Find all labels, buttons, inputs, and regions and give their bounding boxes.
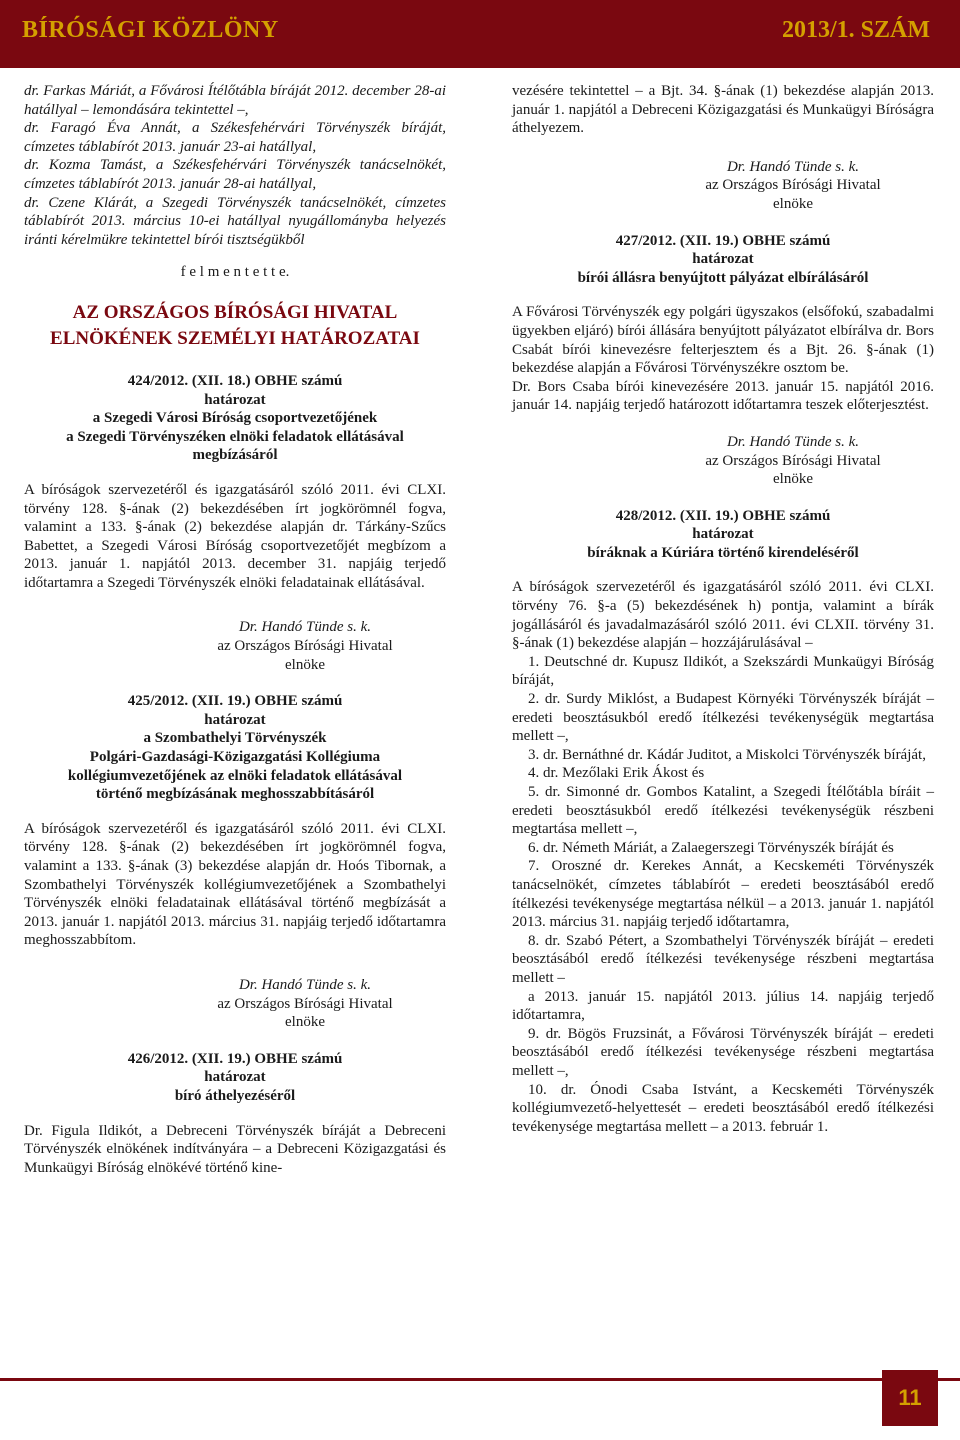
signature-name: Dr. Handó Tünde s. k. <box>726 433 860 450</box>
decision-number: 427/2012. (XII. 19.) OBHE számú <box>615 232 831 249</box>
decision-body: A bíróságok szervezetéről és igazgatásáról szóló 2011. évi CLXI. törvény 76. §-a (5) bekezdésének h) pontja, valamint a bírák jogállásáról és javadalmazásáról szóló 2011. évi CLXII. törvény 31. §-ának (1) bekezdése alapján – hozzájárulásával – <box>512 579 934 652</box>
decision-title: bíráknak a Kúriára történő kirendeléséről <box>587 544 859 561</box>
decision-body: A bíróságok szervezetéről és igazgatásáról szóló 2011. évi CLXI. törvény 128. §-ának (2) bekezdésében írt jogkörömnél fogva, valamint a 133. §-ának (3) bekezdése alapján dr. Hoós Tibornak, a Szombathelyi Törvényszék kollégiumvezetőjének a Szombathelyi Törvényszék elnöki feladatainak ellátásával történő megbízását a 2013. január 1. napjától 2013. március 31. napjáig terjedő időtartamra meghosszabbítom. <box>24 820 446 949</box>
footer-rule <box>0 1378 960 1381</box>
decision-424 <box>24 372 446 674</box>
page-footer <box>0 1370 960 1440</box>
signature-role: elnöke <box>773 195 813 212</box>
signature-office: az Országos Bírósági Hivatal <box>705 177 881 194</box>
decision-body: Dr. Figula Ildikót, a Debreceni Törvényszék bíráját a Debreceni Törvényszék elnökének indítványára – a Debreceni Közigazgatási és Munkaügyi Bíróság elnökévé történő kine- <box>24 1122 446 1176</box>
appointee-list <box>512 653 934 1136</box>
decision-body: A bíróságok szervezetéről és igazgatásáról szóló 2011. évi CLXI. törvény 128. §-ának (2) bekezdésében írt jogkörömnél fogva, valamint a 133. §-ának (2) bekezdése alapján dr. Tárkány-Szűcs Babettet, a Szegedi Városi Bíróság csoportvezetőjét megbízom a 2013. január 1. napjától 2013. december 31. napjáig terjedő időtartamra a Szegedi Törvényszék elnöki feladatainak ellátásával. <box>24 481 446 591</box>
decision-body-continued: vezésére tekintettel – a Bjt. 34. §-ának (1) bekezdése alapján 2013. január 1. napjától a Debreceni Közigazgatási és Munkaügyi Bíróságra áthelyezem. <box>512 83 934 137</box>
section-title: AZ ORSZÁGOS BÍRÓSÁGI HIVATAL <box>72 301 398 323</box>
paragraph: dr. Czene Klárát, a Szegedi Törvényszék tanácselnökét, címzetes táblabírót 2013. március 10-ei hatállyal nyugállományba helyezés iránti kérelmükre tekintettel bírói tisztségükből <box>24 194 446 248</box>
list-item: 9. dr. Bögös Fruzsinát, a Fővárosi Törvényszék bíráját – eredeti beosztásából eredő ítélkezési tevékenysége részbeni megtartása mellett –, <box>512 1025 934 1079</box>
decision-body: Dr. Bors Csaba bírói kinevezésére 2013. január 15. napjától 2016. január 14. napjáig terjedő határozott időtartamra teszek előterjesztést. <box>512 378 934 414</box>
decision-title: bíró áthelyezéséről <box>174 1087 296 1104</box>
decision-425 <box>24 692 446 1032</box>
signature-name: Dr. Handó Tünde s. k. <box>238 619 372 636</box>
decision-title: Polgári-Gazdasági-Közigazgatási Kollégiuma <box>89 749 381 766</box>
decision-title: kollégiumvezetőjének az elnöki feladatok ellátásával <box>67 767 403 784</box>
decision-kind: határozat <box>204 711 266 728</box>
decision-kind: határozat <box>692 526 754 543</box>
decision-number: 425/2012. (XII. 19.) OBHE számú <box>127 693 343 710</box>
signature-block <box>652 433 934 489</box>
list-item: 2. dr. Surdy Miklóst, a Budapest Környéki Törvényszék bíráját – eredeti beosztásukból eredő ítélkezési tevékenységük megtartása mellett –, <box>512 691 934 745</box>
left-column <box>24 82 446 1177</box>
list-item: 6. dr. Németh Máriát, a Zalaegerszegi Törvényszék bíráját és <box>528 839 894 856</box>
decision-title: a Szegedi Törvényszéken elnöki feladatok ellátásával <box>66 428 404 445</box>
list-item: 7. Oroszné dr. Kerekes Annát, a Kecskeméti Törvényszék tanácselnökét, címzetes táblabírót – eredeti beosztásából eredő ítélkezési tevékenysége megtartása nélkül – a 2013. január 1. napjától 2013. március 31. napjáig terjedő időtartamra, <box>512 858 934 931</box>
list-item: 3. dr. Bernáthné dr. Kádár Juditot, a Miskolci Törvényszék bíráját, <box>528 746 926 763</box>
list-item: 4. dr. Mezőlaki Erik Ákost és <box>528 765 705 782</box>
page-header <box>0 0 960 68</box>
list-item: a 2013. január 15. napjától 2013. július 14. napjáig terjedő időtartamra, <box>512 988 934 1024</box>
decision-title: bírói állásra benyújtott pályázat elbírálásáról <box>577 269 869 286</box>
list-item: 10. dr. Ónodi Csaba Istvánt, a Kecskeméti Törvényszék kollégiumvezető-helyettesét – eredeti beosztásából eredő ítélkezési tevékenysége megtartása mellett – a 2013. február 1. <box>512 1081 934 1135</box>
page-number: 11 <box>882 1370 938 1426</box>
signature-office: az Országos Bírósági Hivatal <box>217 995 393 1012</box>
section-subtitle: ELNÖKÉNEK SZEMÉLYI HATÁROZATAI <box>50 327 420 349</box>
decision-number: 428/2012. (XII. 19.) OBHE számú <box>615 507 831 524</box>
felmentette-text: f e l m e n t e t t e. <box>180 264 290 281</box>
signature-role: elnöke <box>285 1014 325 1031</box>
decision-body: A Fővárosi Törvényszék egy polgári ügyszakos (elsőfokú, szabadalmi ügyekben eljáró) bírói állására benyújtott pályázatot elbírálva dr. Bors Csabát bírói kinevezésre felterjesztem és a Bjt. 26. §-ának (1) bekezdése alapján a Fővárosi Törvényszékre osztom be. <box>512 304 934 377</box>
signature-block <box>652 158 934 214</box>
list-item: 1. Deutschné dr. Kupusz Ildikót, a Szekszárdi Munkaügyi Bíróság bíráját, <box>512 653 934 689</box>
decision-kind: határozat <box>204 1069 266 1086</box>
paragraph: dr. Kozma Tamást, a Székesfehérvári Törvényszék tanácselnökét, címzetes táblabírót 2013. január 28-ai hatállyal, <box>24 157 446 192</box>
issue-number: 2013/1. SZÁM <box>781 17 930 43</box>
decision-428 <box>512 507 934 1137</box>
signature-role: elnöke <box>285 656 325 673</box>
signature-office: az Országos Bírósági Hivatal <box>217 638 393 655</box>
signature-role: elnöke <box>773 471 813 488</box>
signature-block <box>164 976 446 1032</box>
paragraph: dr. Farkas Máriát, a Fővárosi Ítélőtábla bíráját 2012. december 28-ai hatállyal – lemondására tekintettel –, <box>24 83 446 118</box>
signature-block <box>164 618 446 674</box>
decision-kind: határozat <box>692 251 754 268</box>
journal-title: BÍRÓSÁGI KÖZLÖNY <box>22 17 279 43</box>
list-item: 8. dr. Szabó Pétert, a Szombathelyi Törvényszék bíráját – eredeti beosztásából eredő ítélkezési tevékenysége részbeni megtartása mellett – <box>512 932 934 986</box>
signature-name: Dr. Handó Tünde s. k. <box>238 976 372 993</box>
decision-number: 426/2012. (XII. 19.) OBHE számú <box>127 1050 343 1067</box>
list-item: 5. dr. Simonné dr. Gombos Katalint, a Szegedi Ítélőtábla bíráit – eredeti beosztásukból eredő ítélkezési tevékenységük részbeni megtartása mellett –, <box>512 784 934 838</box>
decision-title: a Szegedi Városi Bíróság csoportvezetőjének <box>92 410 378 427</box>
signature-name: Dr. Handó Tünde s. k. <box>726 158 860 175</box>
decision-427 <box>512 232 934 489</box>
decision-title: megbízásáról <box>192 447 278 464</box>
decision-426 <box>24 1050 446 1178</box>
decision-title: történő megbízásának meghosszabbításáról <box>95 786 375 803</box>
signature-office: az Országos Bírósági Hivatal <box>705 452 881 469</box>
paragraph: dr. Faragó Éva Annát, a Székesfehérvári Törvényszék bíráját, címzetes táblabírót 2013. január 23-ai hatállyal, <box>24 120 446 155</box>
decision-number: 424/2012. (XII. 18.) OBHE számú <box>127 372 343 389</box>
right-column <box>512 82 934 1136</box>
decision-kind: határozat <box>204 391 266 408</box>
decision-title: a Szombathelyi Törvényszék <box>143 730 327 747</box>
